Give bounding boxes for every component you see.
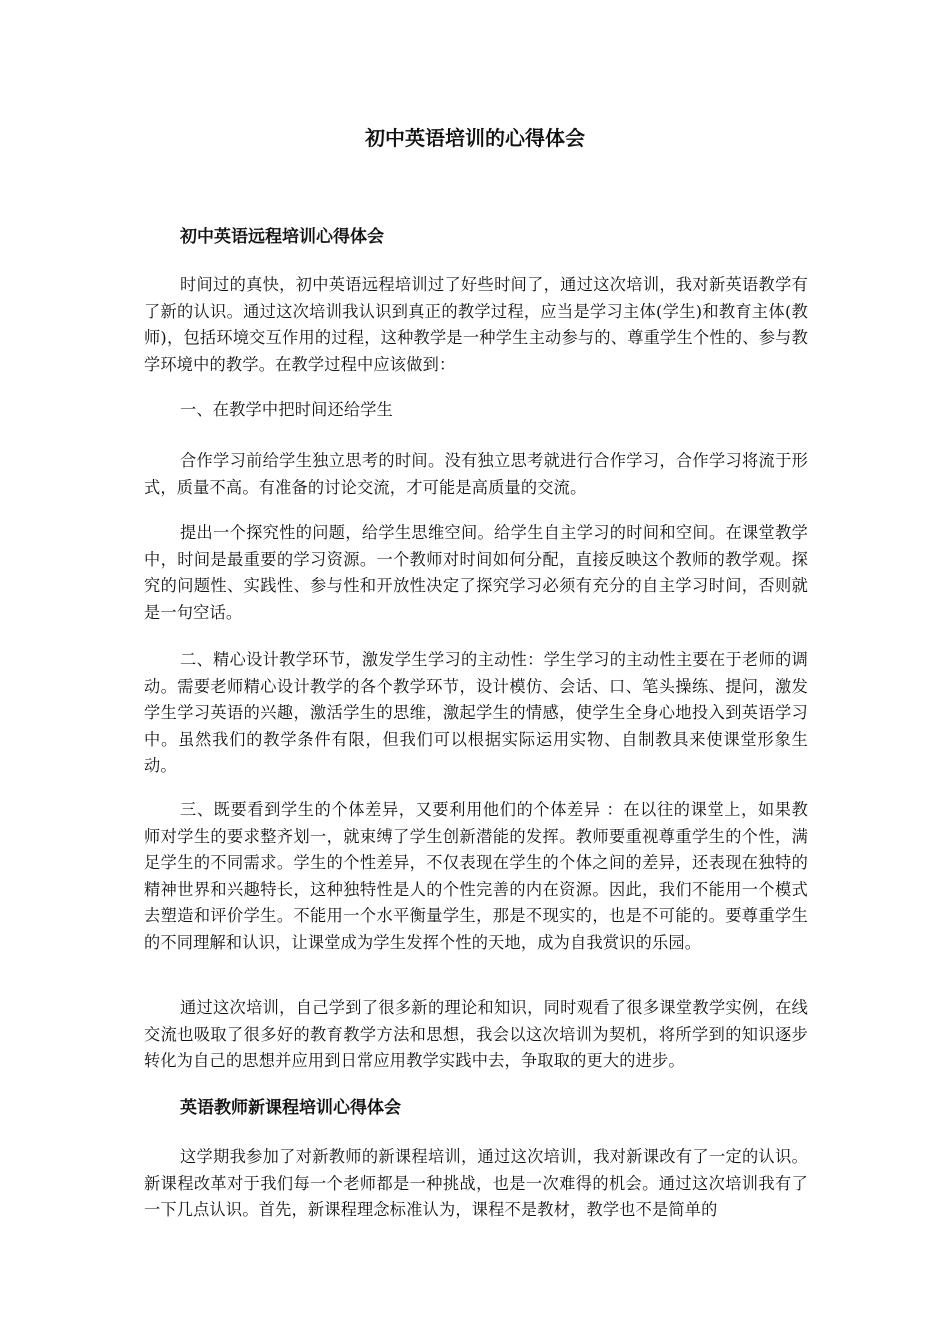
paragraph-point-2: 二、精心设计教学环节，激发学生学习的主动性：学生学习的主动性主要在于老师的调动。需要老师精心设计教学的各个教学环节，设计模仿、会话、口、笔头操练、提问，激发学生学习英语的兴趣，激活学生的思维，激起学生的情感，使学生全身心地投入到英语学习中。虽然我们的教学条件有限，但我们可以根据实际运用实物、自制教具来使课堂形象生动。	[144, 650, 808, 775]
paragraph-cooperative-learning: 合作学习前给学生独立思考的时间。没有独立思考就进行合作学习，合作学习将流于形式，质量不高。有准备的讨论交流，才可能是高质量的交流。	[144, 451, 808, 497]
paragraph-point-3: 三、既要看到学生的个体差异，又要利用他们的个体差异 ：在以往的课堂上，如果教师对学生的要求整齐划一，就束缚了学生创新潜能的发挥。教师要重视尊重学生的个性，满足学生的不同需求。学生的个性差异，不仅表现在学生的个体之间的差异，还表现在独特的精神世界和兴趣特长，这种独特性是人的个性完善的内在资源。因此，我们不能用一个模式去塑造和评价学生。不能用一个水平衡量学生，那是不现实的，也是不可能的。要尊重学生的不同理解和认识，让课堂成为学生发挥个性的天地，成为自我赏识的乐园。	[144, 800, 808, 952]
paragraph-point-1: 一、在教学中把时间还给学生	[180, 400, 394, 419]
paragraph-intro: 时间过的真快，初中英语远程培训过了好些时间了，通过这次培训，我对新英语教学有了新的认识。通过这次培训我认识到真正的教学过程，应当是学习主体(学生)和教育主体(教师)，包括环境交互作用的过程，这种教学是一种学生主动参与的、尊重学生个性的、参与教学环境中的教学。在教学过程中应该做到：	[144, 275, 808, 374]
paragraph-conclusion: 通过这次培训，自己学到了很多新的理论和知识，同时观看了很多课堂教学实例，在线交流也吸取了很多好的教育教学方法和思想，我会以这次培训为契机，将所学到的知识逐步转化为自己的思想并应用到日常应用教学实践中去，争取取的更大的进步。	[144, 998, 808, 1070]
document-title: 初中英语培训的心得体会	[365, 126, 585, 150]
paragraph-inquiry-question: 提出一个探究性的问题，给学生思维空间。给学生自主学习的时间和空间。在课堂教学中，时间是最重要的学习资源。一个教师对时间如何分配，直接反映这个教师的教学观。探究的问题性、实践性、参与性和开放性决定了探究学习必须有充分的自主学习时间，否则就是一句空话。	[144, 523, 808, 622]
paragraph-new-curriculum: 这学期我参加了对新教师的新课程培训，通过这次培训，我对新课改有了一定的认识。新课程改革对于我们每一个老师都是一种挑战，也是一次难得的机会。通过这次培训我有了一下几点认识。首先，新课程理念标准认为，课程不是教材，教学也不是简单的	[144, 1147, 808, 1219]
section-heading-1: 初中英语远程培训心得体会	[180, 227, 384, 247]
section-heading-2: 英语教师新课程培训心得体会	[180, 1098, 401, 1118]
